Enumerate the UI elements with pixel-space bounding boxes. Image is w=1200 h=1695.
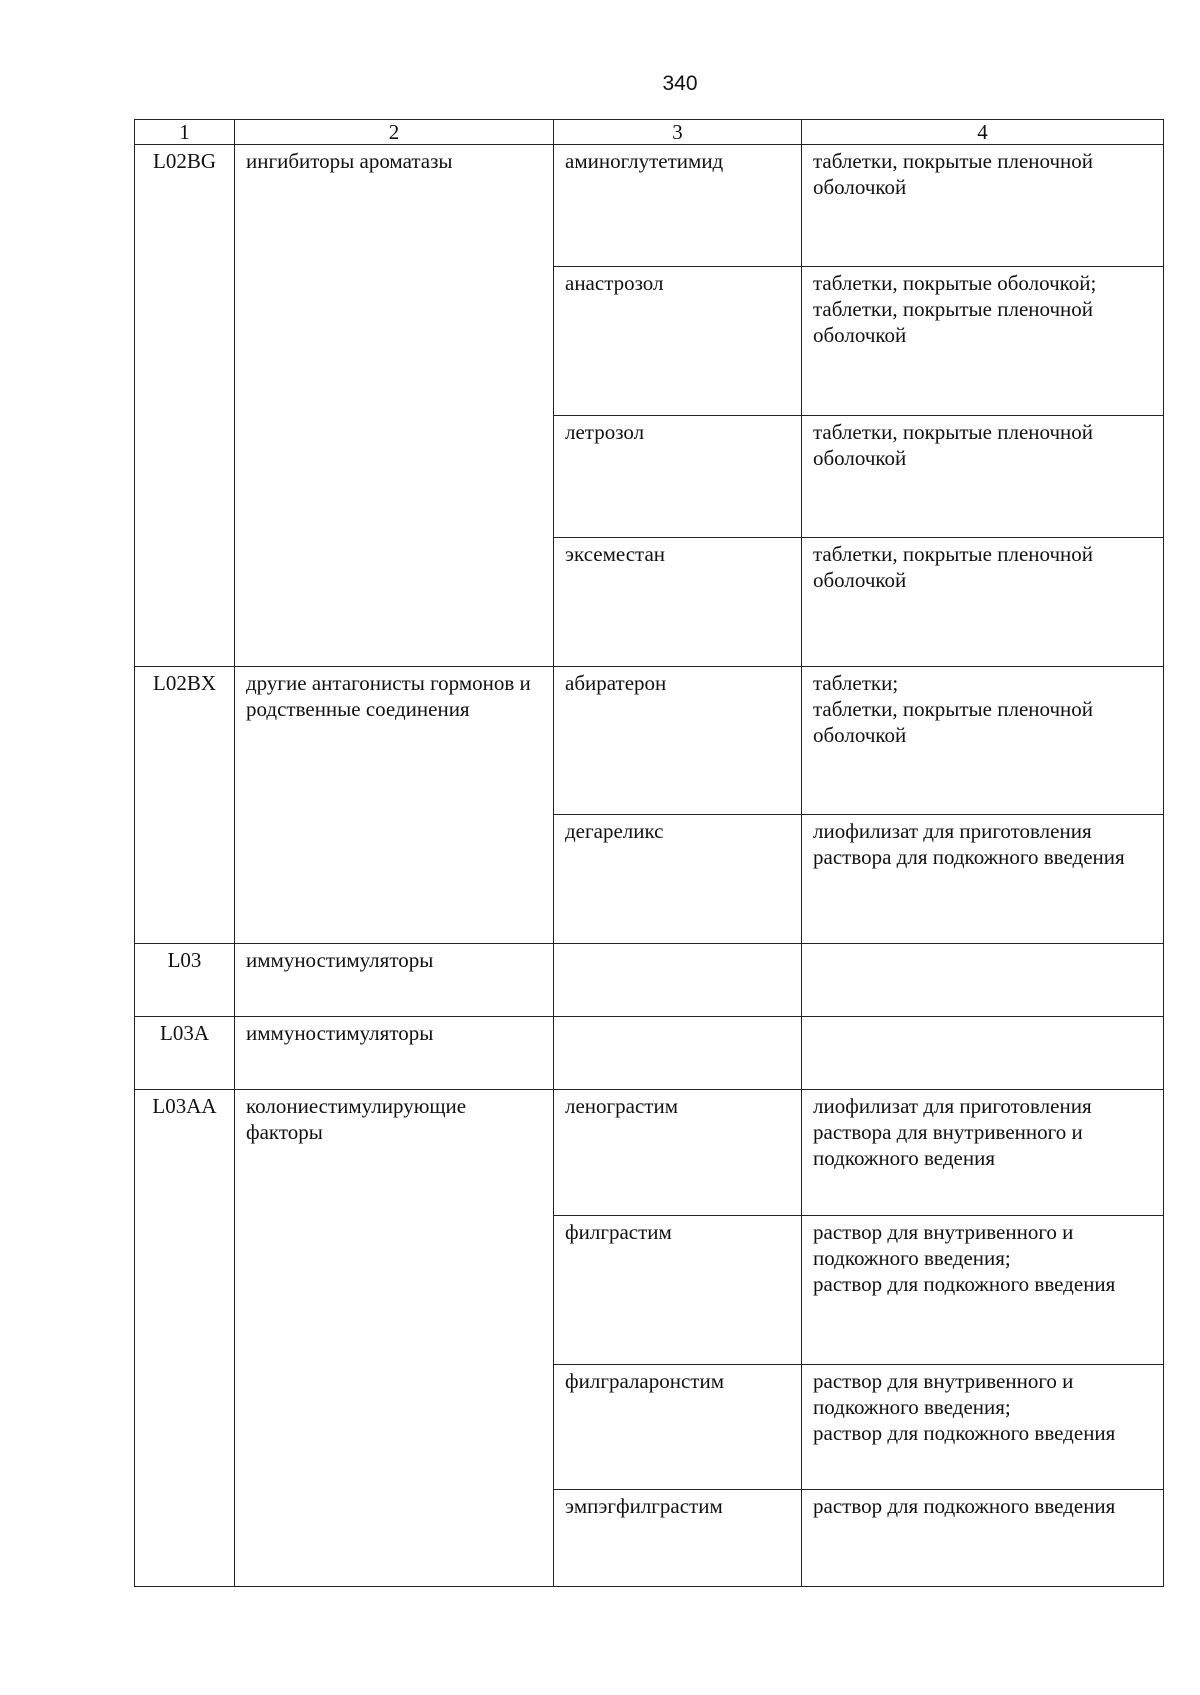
- group-name: иммуностимуляторы: [235, 944, 554, 1017]
- dosage-form: [802, 1216, 1164, 1365]
- dosage-form-line: раствор для внутривенного и подкожного введения;: [813, 1369, 1074, 1419]
- dosage-form: [802, 538, 1164, 667]
- dosage-form: [802, 815, 1164, 944]
- header-col-2: 2: [235, 120, 554, 145]
- header-col-4: 4: [802, 120, 1164, 145]
- drug-name: анастрозол: [554, 267, 802, 416]
- drug-name: летрозол: [554, 416, 802, 538]
- table-row: [135, 1090, 1164, 1216]
- dosage-form: [802, 1490, 1164, 1587]
- dosage-form-line: таблетки, покрытые пленочной оболочкой: [813, 420, 1094, 470]
- dosage-form: [802, 1365, 1164, 1490]
- atc-code: L02BX: [135, 667, 235, 944]
- table-row: [135, 145, 1164, 267]
- dosage-form-line: раствор для подкожного введения: [813, 1272, 1116, 1296]
- header-col-3: 3: [554, 120, 802, 145]
- table-row: [135, 667, 1164, 815]
- dosage-form-line: таблетки;: [813, 671, 899, 695]
- dosage-form-line: раствор для внутривенного и подкожного введения;: [813, 1220, 1074, 1270]
- dosage-form-empty: [802, 1017, 1164, 1090]
- drug-name-empty: [554, 1017, 802, 1090]
- table-row: [135, 944, 1164, 1017]
- dosage-form: [802, 267, 1164, 416]
- header-col-1: 1: [135, 120, 235, 145]
- drug-name: филграларонстим: [554, 1365, 802, 1490]
- drug-table: [134, 119, 1164, 1587]
- dosage-form-line: таблетки, покрытые пленочной оболочкой: [813, 297, 1094, 347]
- dosage-form-line: таблетки, покрытые пленочной оболочкой: [813, 149, 1094, 199]
- drug-name: ленограстим: [554, 1090, 802, 1216]
- dosage-form: [802, 1090, 1164, 1216]
- atc-code: L03A: [135, 1017, 235, 1090]
- dosage-form-line: лиофилизат для приготовления раствора для внутривенного и подкожного ведения: [813, 1094, 1092, 1170]
- dosage-form-line: раствор для подкожного введения: [813, 1494, 1116, 1518]
- header-row: [135, 120, 1164, 145]
- atc-code: L02BG: [135, 145, 235, 667]
- dosage-form-empty: [802, 944, 1164, 1017]
- table-row: [135, 1017, 1164, 1090]
- dosage-form-line: раствор для подкожного введения: [813, 1421, 1116, 1445]
- group-name: иммуностимуляторы: [235, 1017, 554, 1090]
- dosage-form-line: таблетки, покрытые оболочкой;: [813, 271, 1097, 295]
- group-name: другие антагонисты гормонов и родственные соединения: [235, 667, 554, 944]
- drug-name: эмпэгфилграстим: [554, 1490, 802, 1587]
- dosage-form-line: таблетки, покрытые пленочной оболочкой: [813, 542, 1094, 592]
- dosage-form: [802, 416, 1164, 538]
- atc-code: L03AA: [135, 1090, 235, 1587]
- drug-name: эксеместан: [554, 538, 802, 667]
- page-number: 340: [662, 72, 698, 95]
- dosage-form-line: таблетки, покрытые пленочной оболочкой: [813, 697, 1094, 747]
- drug-name: абиратерон: [554, 667, 802, 815]
- atc-code: L03: [135, 944, 235, 1017]
- drug-name: аминоглутетимид: [554, 145, 802, 267]
- drug-name-empty: [554, 944, 802, 1017]
- drug-name: дегареликс: [554, 815, 802, 944]
- group-name: колониестимулирующие факторы: [235, 1090, 554, 1587]
- dosage-form-line: лиофилизат для приготовления раствора для подкожного введения: [813, 819, 1125, 869]
- group-name: ингибиторы ароматазы: [235, 145, 554, 667]
- dosage-form: [802, 145, 1164, 267]
- drug-name: филграстим: [554, 1216, 802, 1365]
- dosage-form: [802, 667, 1164, 815]
